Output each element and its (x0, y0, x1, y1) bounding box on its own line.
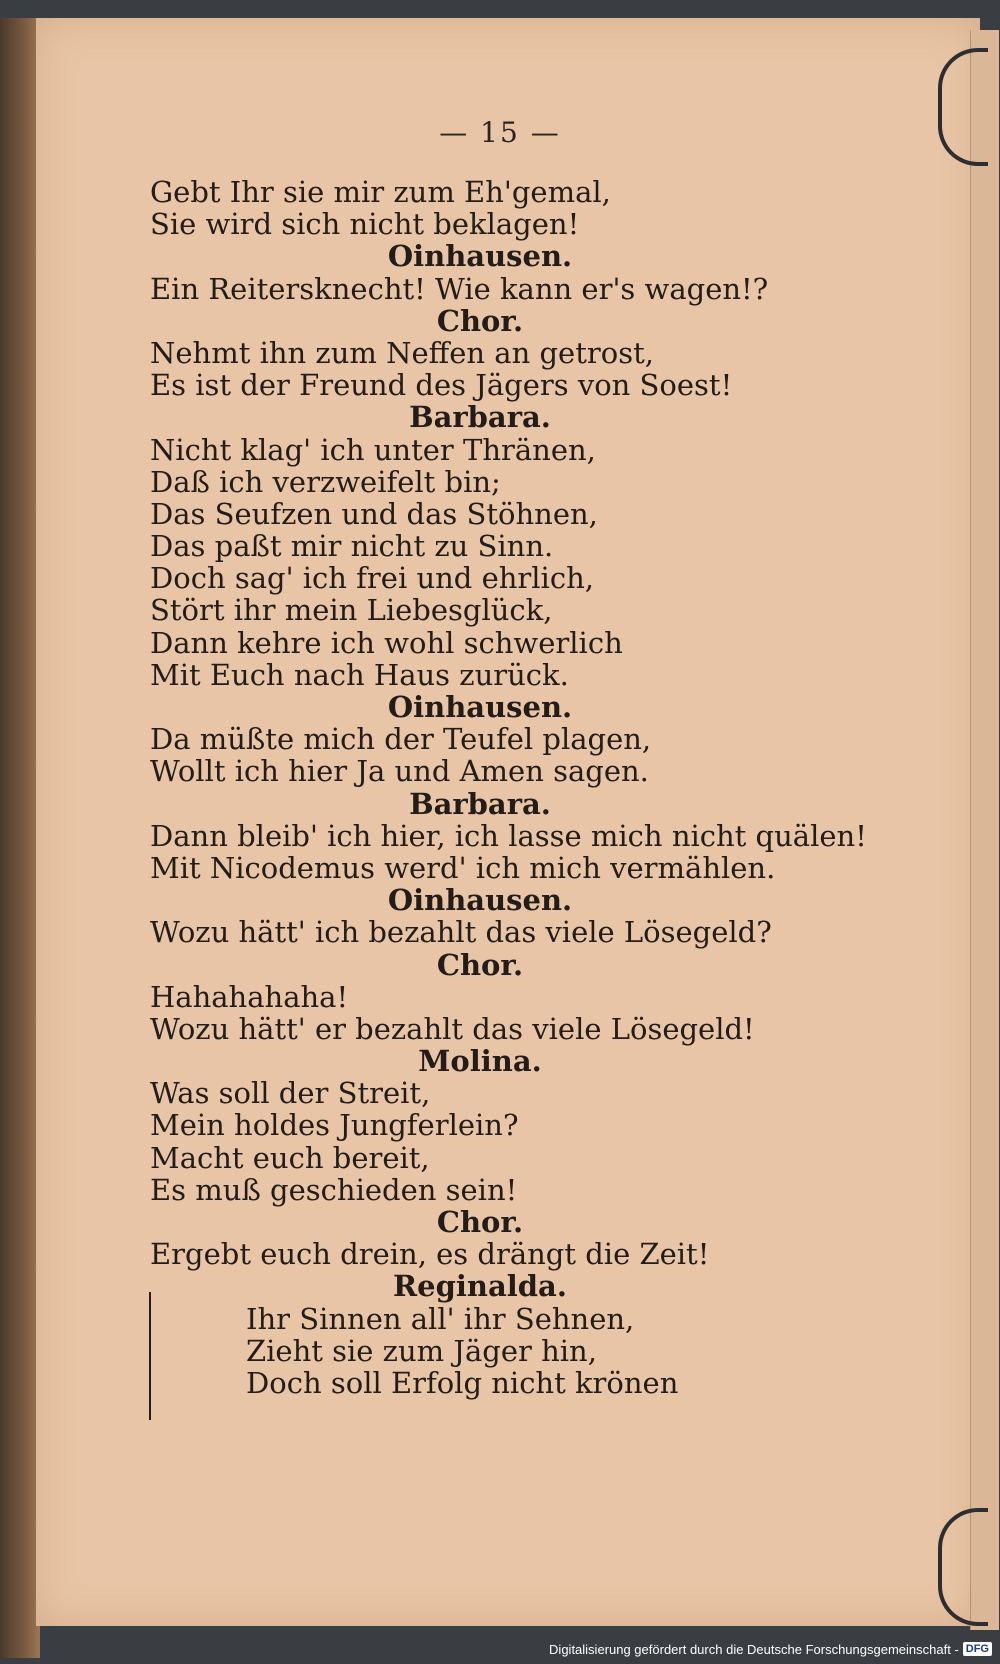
verse-line: Wollt ich hier Ja und Amen sagen. (150, 754, 649, 789)
speaker-name: Chor. (436, 947, 524, 982)
speaker-name: Oinhausen. (387, 239, 573, 274)
verse-bracket (149, 1292, 151, 1420)
dfg-logo-icon: DFG (963, 1642, 992, 1656)
verse-line: Ihr Sinnen all' ihr Sehnen, (246, 1301, 635, 1336)
verse-line: Mit Euch nach Haus zurück. (150, 657, 569, 692)
verse-line: Mein holdes Jungferlein? (150, 1108, 519, 1143)
page-number: — 15 — (439, 116, 561, 149)
verse-line: Gebt Ihr sie mir zum Eh'gemal, (150, 175, 611, 209)
book-spine (0, 18, 40, 1658)
verse-line: Wozu hätt' ich bezahlt das viele Lösegeld? (150, 915, 772, 950)
speaker-name: Chor. (436, 303, 524, 338)
binding-clip-bottom-icon (938, 1508, 988, 1626)
speaker-name: Barbara. (409, 786, 551, 821)
verse-line: Das Seufzen und das Stöhnen, (150, 496, 598, 531)
verse-line: Sie wird sich nicht beklagen! (150, 207, 580, 242)
verse-line: Da müßte mich der Teufel plagen, (150, 722, 652, 757)
verse-line: Nehmt ihn zum Neffen an getrost, (150, 335, 654, 370)
verse-line: Dann kehre ich wohl schwerlich (150, 625, 623, 660)
page-edge (970, 30, 999, 1630)
speaker-name: Reginalda. (393, 1269, 567, 1304)
verse-line: Ergebt euch drein, es drängt die Zeit! (150, 1237, 710, 1272)
verse-line: Es ist der Freund des Jägers von Soest! (150, 368, 733, 403)
verse-line: Das paßt mir nicht zu Sinn. (150, 529, 554, 564)
verse-line: Was soll der Streit, (150, 1076, 431, 1111)
speaker-name: Oinhausen. (387, 690, 573, 724)
speaker-name: Barbara. (409, 400, 551, 435)
verse-line: Zieht sie zum Jäger hin, (246, 1333, 597, 1368)
verse-line: Mit Nicodemus werd' ich mich vermählen. (150, 850, 776, 885)
verse-line: Dann bleib' ich hier, ich lasse mich nicht quälen! (150, 818, 867, 853)
speaker-name: Oinhausen. (387, 883, 573, 918)
verse-line: Stört ihr mein Liebesglück, (150, 593, 553, 628)
speaker-name: Molina. (418, 1044, 542, 1079)
verse-line: Doch soll Erfolg nicht krönen (246, 1365, 679, 1400)
verse-line: Daß ich verzweifelt bin; (150, 464, 501, 499)
verse-line: Macht euch bereit, (150, 1140, 430, 1175)
verse-line: Hahahahaha! (150, 979, 349, 1014)
funding-credit: Digitalisierung gefördert durch die Deutsche Forschungsgemeinschaft - (549, 1641, 959, 1657)
verse-line: Ein Reitersknecht! Wie kann er's wagen!? (150, 271, 769, 306)
verse-line: Nicht klag' ich unter Thränen, (150, 432, 596, 467)
verse-line: Doch sag' ich frei und ehrlich, (150, 561, 594, 596)
verse-text (150, 176, 950, 1399)
speaker-name: Chor. (436, 1205, 524, 1239)
verse-line: Es muß geschieden sein! (150, 1172, 518, 1207)
verse-line: Wozu hätt' er bezahlt das viele Lösegeld! (150, 1011, 755, 1046)
footer-credit (549, 1638, 992, 1660)
